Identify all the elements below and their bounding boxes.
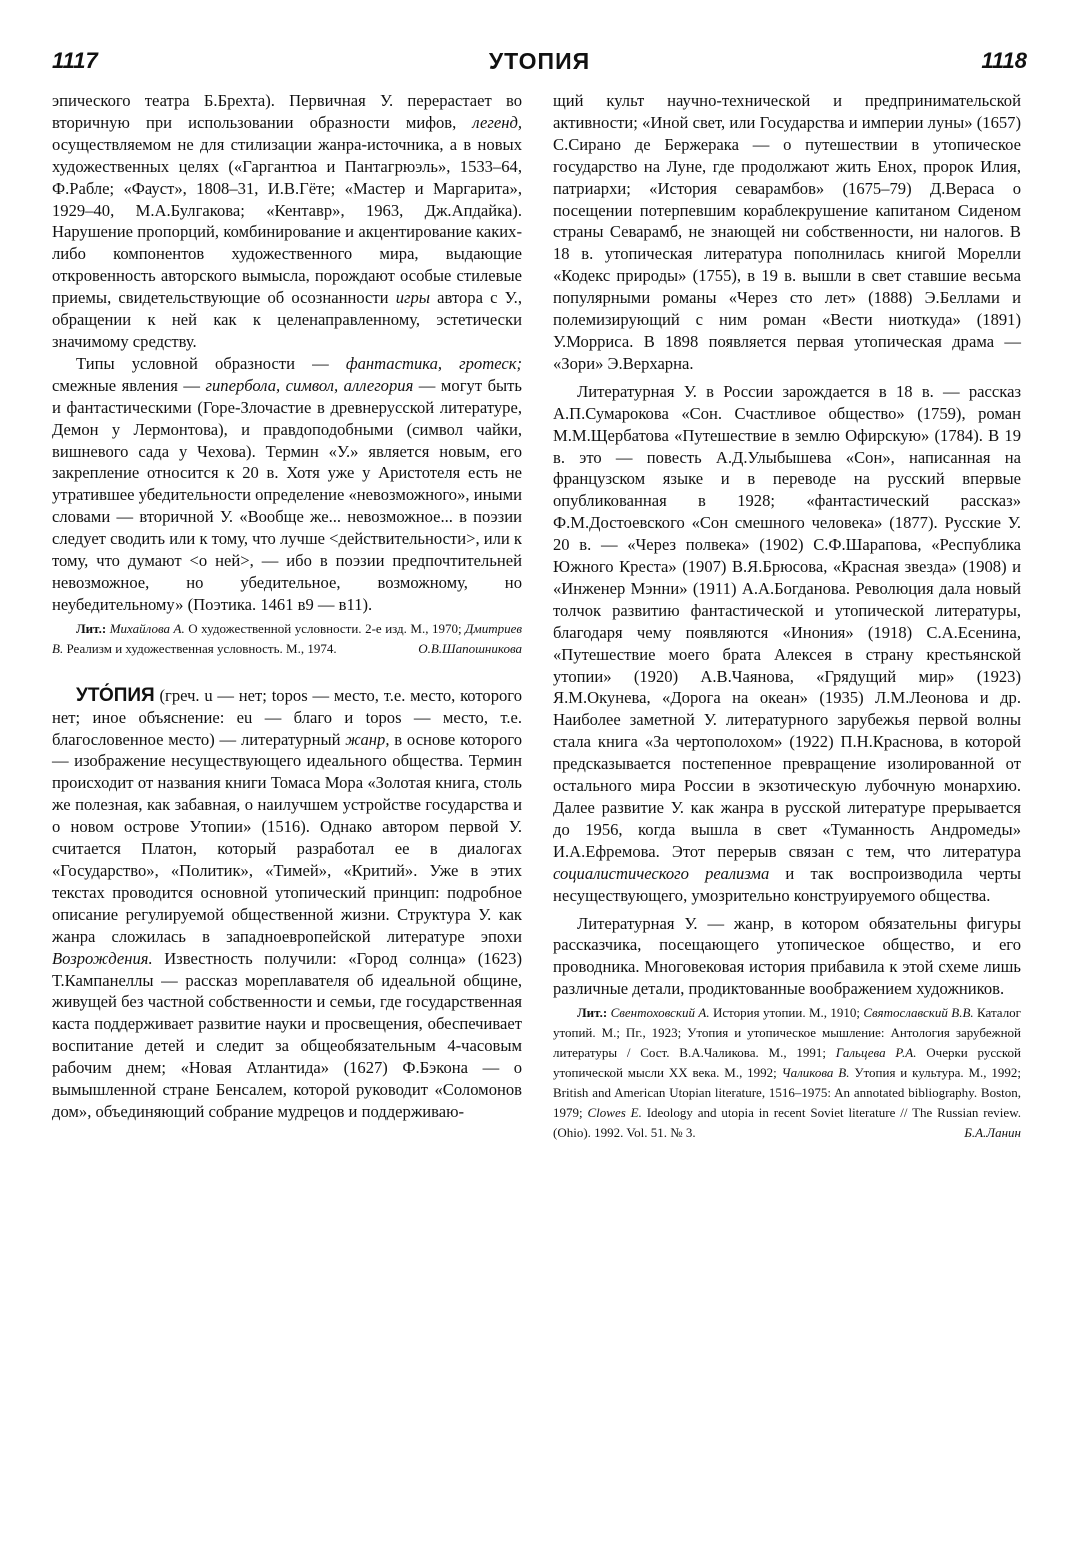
bib-author: Clowes E. (587, 1105, 642, 1121)
bib-author: Свентоховский А. (610, 1005, 710, 1021)
page-number-right: 1118 (981, 48, 1027, 73)
bib-text: Каталог утопий. М.; Пг., 1923; Утопия и утопическое мышление: Антология зарубежной литературы / Сост. В.А.Чаликова. М., 1991; (553, 1005, 1022, 1061)
bib-text: Ideology and utopia in recent Soviet literature // The Russian review. (Ohio). 1992. Vol. 51. № 3. (553, 1105, 1021, 1141)
page-title: УТОПИЯ (488, 48, 591, 74)
bib-text: Реализм и художественная условность. М., 1974. (63, 640, 337, 656)
bib-author: Чаликова В. (781, 1065, 850, 1081)
term-link: Возрождения. (52, 948, 153, 968)
text-run: автора с У., обращении к ней как к целенаправленному, эстетически значимому средству. (52, 288, 522, 351)
text-run: смежные явления — (52, 375, 206, 395)
bib-text: Очерки русской утопической мысли XX века. М., 1992; (553, 1045, 1022, 1081)
term-link: жанр, (345, 729, 390, 749)
term-link: гипербола, символ, аллегория (205, 375, 414, 395)
term-link: социалистического реализма (553, 863, 770, 883)
article-author: О.В.Шапошникова (418, 640, 522, 656)
paragraph: Литературная У. — жанр, в котором обязательны фигуры рассказчика, посещающего утопическое общество, и его проводника. Многовековая история прибавила к этой схеме лишь различные детали, продиктованные воображением художников. (553, 913, 1021, 999)
bib-author: Гальцева Р.А. (835, 1045, 917, 1061)
text-run: в основе которого — изображение несуществующего идеального общества. Термин происходит от названия книги Томаса Мора «Золотая книга, столь же полезная, как забавная, о наилучшем устройстве государства и о новом острове Утопии» (1516). Однако автором первой У. считается Платон, который разработал ее в диалогах «Государство», «Политик», «Тимей», «Критий». Уже в этих текстах проводится основной утопический принцип: подробное описание регулируемой общественной жизни. Структура У. как жанра сложилась в западноевропейской литературе эпохи (52, 729, 523, 946)
running-header (52, 48, 1027, 82)
term-link: легенд, (472, 112, 522, 132)
bibliography-label: Лит.: (577, 1005, 608, 1021)
entry-headword: УТО́ПИЯ (76, 684, 155, 706)
page-number-left: 1117 (52, 48, 98, 73)
text-run: осуществляемом не для стилизации жанра-источника, а в новых художественных целях («Гаргантюа и Пантагрюэль», 1533–64, Ф.Рабле; «Фауст», 1808–31, И.В.Гёте; «Мастер и Маргарита», 1929–40, М.А.Булгакова; «Кентавр», 1963, Дж.Апдайка). Нарушение пропорций, комбинирование и акцентирование каких-либо компонентов художественного мира, выдающие откровенность авторского вымысла, порождают особые стилевые приемы, свидетельствующие об осознанности (52, 134, 522, 308)
text-run: Литературная У. в России зарождается в 18 в. — рассказ А.П.Сумарокова «Сон. Счастливое общество» (1759), роман М.М.Щербатова «Путешествие в землю Офирскую» (1784). В 19 в. это — повесть А.Д.Улыбышева «Сон», написанная на французском языке и в переводе на русский впервые опубликованная в 1928; «фантастический рассказ» Ф.М.Достоевского «Сон смешного человека» (1877). Русские У. 20 в. — «Через полвека» (1902) С.Ф.Шарапова, «Республика Южного Креста» (1907) В.Я.Брюсова, «Красная звезда» (1908) и «Инженер Мэнни» (1911) А.А.Богданова. Революция дала новый толчок развитию фантастической и утопической литературы, благодаря чему появляются «Инония» (1918) С.А.Есенина, «Путешествие моего брата Алексея в страну крестьянской утопии» (1920) А.В.Чаянова, «Грядущий мир» (1923) Я.М.Окунева, «Дорога на океан» (1935) Л.М.Леонова и др. Наиболее заметной У. литературного зарубежья первой волны стала книга «За чертополохом» (1922) П.Н.Краснова, в которой предсказывается постепенное превращение изолированной от остального мира России в экзотическую лубочную монархию. Далее развитие У. как жанра в русской литературе прерывается до 1956, когда вышла в свет «Туманность Андромеды» И.А.Ефремова. Этот перерыв связан с тем, что литература (553, 381, 1021, 861)
paragraph (52, 353, 522, 616)
bib-author: Святославский В.В. (863, 1005, 974, 1021)
article-author: Б.А.Ланин (964, 1125, 1021, 1141)
bibliography (553, 1003, 1021, 1143)
bib-text: История утопии. М., 1910; (709, 1005, 864, 1021)
paragraph: щий культ научно-технической и предпринимательской активности; «Иной свет, или Государства и империи луны» (1657) С.Сирано де Бержерака — о путешествии в утопическое государство на Луне, где продолжают жить Енох, пророк Илия, патриархи; «История севарамбов» (1675–79) Д.Вераса о посещении потерпевшим кораблекрушение капитаном Сиденом страны Севарамб, не знающей ни собственности, ни налогов. В 18 в. утопическая литература пополнилась книгой Морелли «Кодекс природы» (1755), в 19 в. вышли в свет ставшие весьма популярными романы «Через сто лет» (1888) Э.Беллами и полемизирующий с ним роман «Вести ниоткуда» (1891) У.Морриса. В 1898 появляется первая утопическая драма — «Зори» Э.Верхарна. (553, 91, 1021, 373)
paragraph (553, 381, 1021, 907)
paragraph (52, 685, 522, 1123)
left-column (52, 90, 522, 1123)
bibliography-label: Лит.: (76, 620, 107, 636)
right-column (553, 90, 1021, 1143)
term-link: игры (395, 288, 431, 308)
bib-text: О художественной условности. 2-е изд. М., 1970; (184, 620, 466, 636)
text-run: — могут быть и фантастическими (Горе-Злочастие в древнерусской литературе, Демон у Лермонтова), и правдоподобными (символ чайки, вишневого сада у Чехова). Термин «У.» является новым, его закрепление относится к 20 в. Хотя уже у Аристотеля есть не утратившее убедительности определение «невозможного», иными словами — вторичной У. «Вообще же... невозможное... в поэзии следует сводить или к тому, что лучше <действительности>, или к тому, что думают <о ней>, — ибо в поэзии предпочтительней невозможное, но убедительное, возможному, но неубедительному» (Поэтика. 1461 в9 — в11). (52, 375, 522, 614)
bib-author: Михайлова А. (109, 620, 185, 636)
text-run: и так воспроизводила черты несуществующего, умозрительно конструируемого общества. (553, 863, 1021, 905)
text-run: Типы условной образности — (76, 353, 346, 373)
bib-text: Утопия и культура. М., 1992; British and American Utopian literature, 1516–1975: An annotated bibliography. Boston, 1979; (553, 1065, 1021, 1121)
term-link: фантастика, гротеск; (345, 353, 522, 373)
text-run: эпического театра Б.Брехта). Первичная У. перерастает во вторичную при использовании образности мифов, (52, 91, 522, 132)
bib-author: Дмитриев В. (52, 620, 523, 656)
text-run: Известность получили: «Город солнца» (1623) Т.Кампанеллы — рассказ мореплавателя об идеальной общине, живущей без частной собственности и семьи, где государственная каста поддерживает развитие науки и просвещения, обеспечивает воспитание детей и следит за общеобязательным 4-часовым рабочим днем; «Новая Атлантида» (1627) Ф.Бэкона — о вымышленной стране Бенсалем, которой руководит «Соломонов дом», объединяющий собрание мудрецов и поддерживаю- (52, 948, 522, 1121)
text-run: (греч. u — нет; topos — место, т.е. место, которого нет; иное объяснение: eu — благо и topos — место, т.е. благословенное место) — литературный (52, 685, 522, 749)
paragraph (52, 90, 522, 353)
